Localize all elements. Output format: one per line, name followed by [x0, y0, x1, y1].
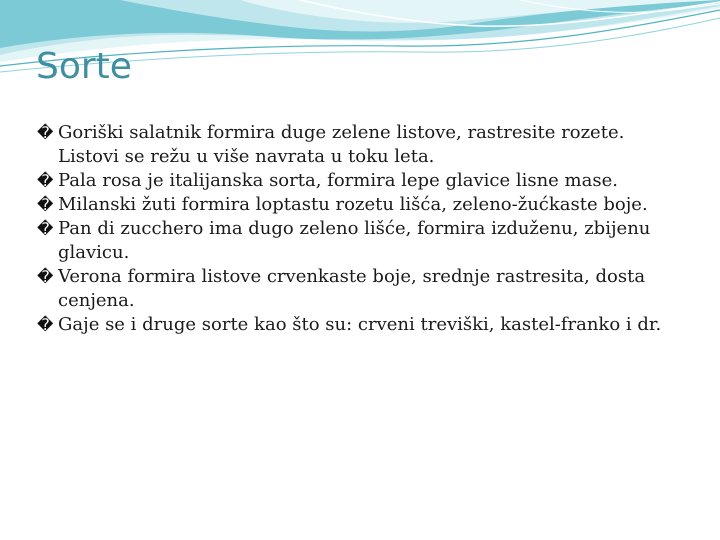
list-item	[36, 265, 686, 313]
bullet-list	[36, 121, 686, 337]
bullet-marker-icon: �	[37, 315, 54, 334]
bullet-marker-icon: �	[37, 123, 54, 142]
bullet-text: Pan di zucchero ima dugo zeleno lišće, formira izduženu, zbijenu glavicu.	[58, 218, 651, 263]
slide-title: Sorte	[36, 46, 132, 87]
list-item	[36, 121, 686, 169]
bullet-text: Goriški salatnik formira duge zelene listove, rastresite rozete. Listovi se režu u više navrata u toku leta.	[58, 122, 625, 167]
bullet-marker-icon: �	[37, 171, 54, 190]
list-item	[36, 313, 686, 337]
bullet-text: Verona formira listove crvenkaste boje, srednje rastresita, dosta cenjena.	[58, 266, 646, 311]
bullet-text: Pala rosa je italijanska sorta, formira lepe glavice lisne mase.	[58, 170, 618, 191]
list-item	[36, 217, 686, 265]
bullet-text: Milanski žuti formira loptastu rozetu lišća, zeleno-žućkaste boje.	[58, 194, 648, 215]
bullet-text: Gaje se i druge sorte kao što su: crveni treviški, kastel-franko i dr.	[58, 314, 662, 335]
list-item	[36, 169, 686, 193]
bullet-marker-icon: �	[37, 219, 54, 238]
list-item	[36, 193, 686, 217]
bullet-marker-icon: �	[37, 195, 54, 214]
bullet-marker-icon: �	[37, 267, 54, 286]
